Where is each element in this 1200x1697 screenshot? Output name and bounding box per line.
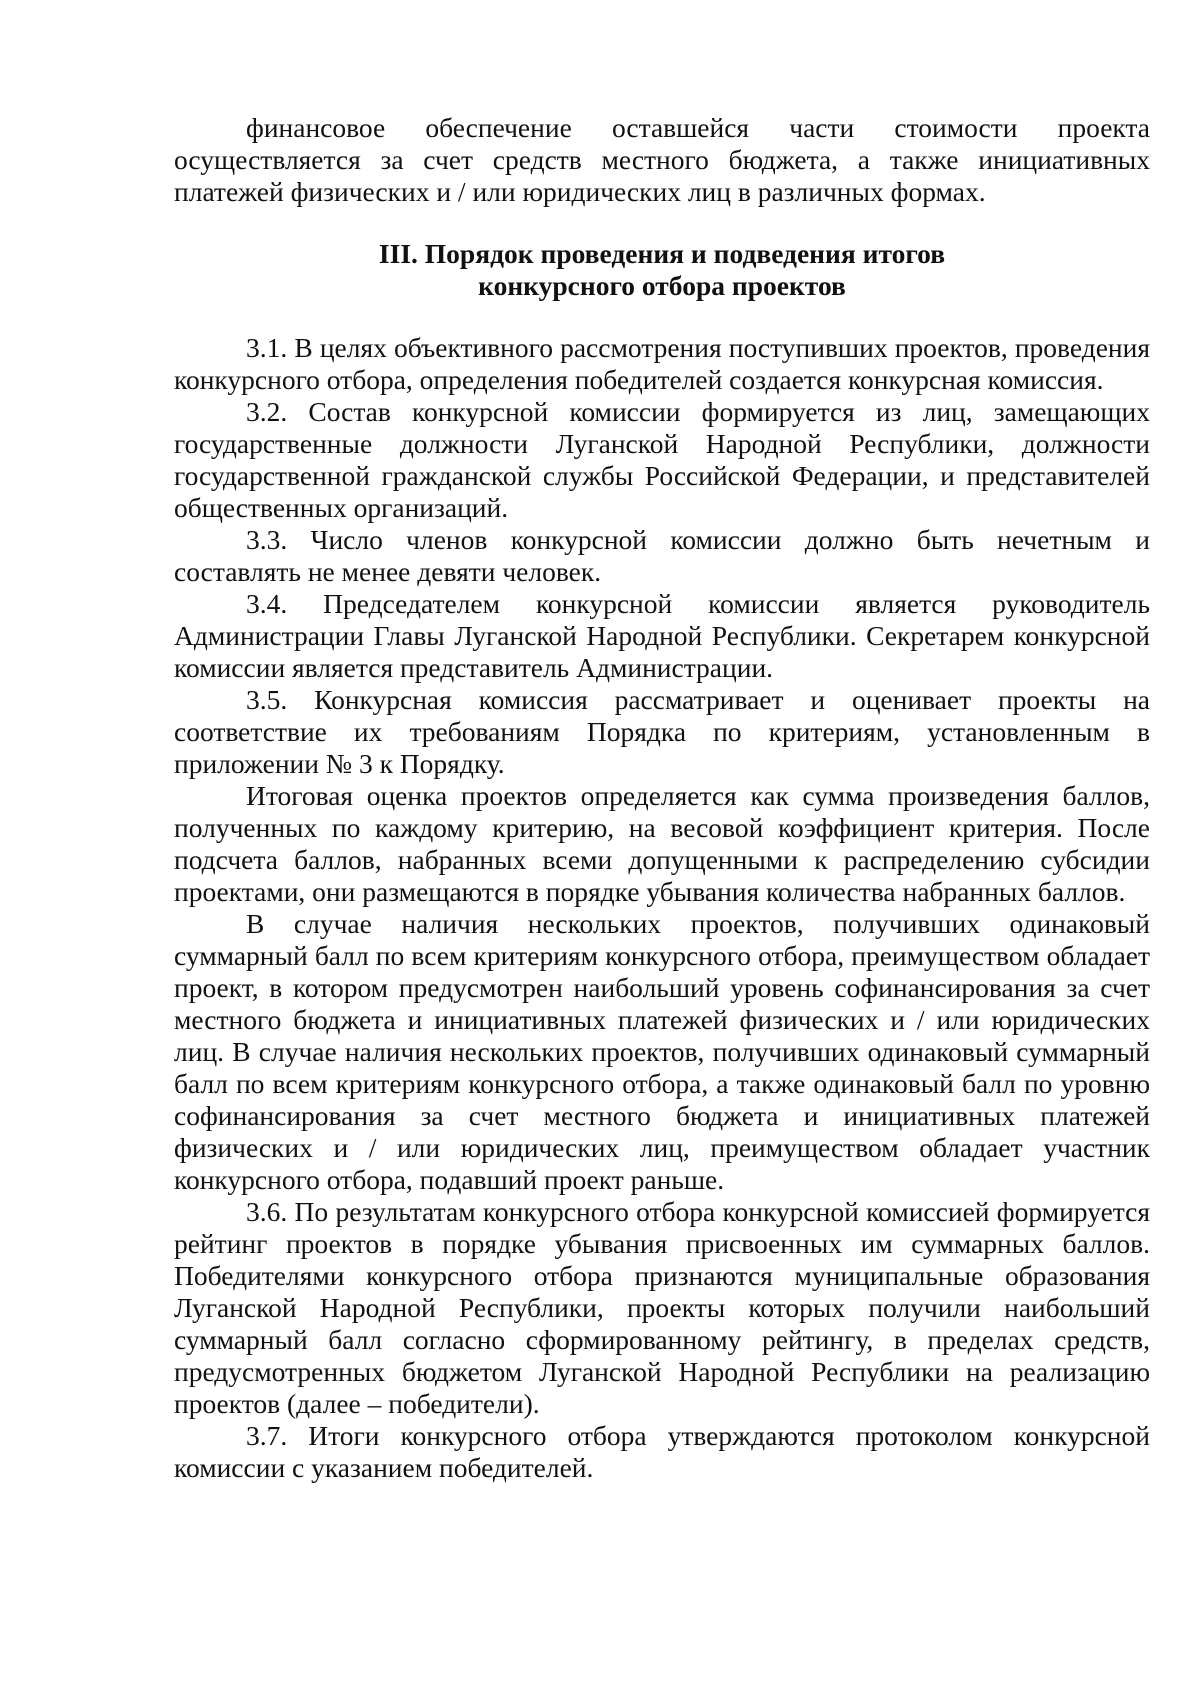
paragraph-3-1: 3.1. В целях объективного рассмотрения поступивших проектов, проведения конкурсного отбора, определения победителей создается конкурсная комиссия. — [174, 332, 1150, 395]
document-page — [174, 112, 1150, 1484]
paragraph-3-2: 3.2. Состав конкурсной комиссии формируется из лиц, замещающих государственные должности Луганской Народной Республики, должности государственной гражданской службы Российской Федерации, и представителей общественных организаций. — [174, 396, 1150, 523]
section-title-line-1: III. Порядок проведения и подведения итогов — [378, 238, 946, 269]
paragraph-3-5: 3.5. Конкурсная комиссия рассматривает и оценивает проекты на соответствие их требованиям Порядка по критериям, установленным в приложении № 3 к Порядку. — [174, 684, 1150, 779]
paragraph-3-4: 3.4. Председателем конкурсной комиссии является руководитель Администрации Главы Луганской Народной Республики. Секретарем конкурсной комиссии является представитель Администрации. — [174, 588, 1150, 683]
paragraph-3-3: 3.3. Число членов конкурсной комиссии должно быть нечетным и составлять не менее девяти человек. — [174, 524, 1150, 587]
paragraph-3-6: 3.6. По результатам конкурсного отбора конкурсной комиссией формируется рейтинг проектов в порядке убывания присвоенных им суммарных баллов. Победителями конкурсного отбора признаются муниципальные образования Луганской Народной Республики, проекты которых получили наибольший суммарный балл согласно сформированному рейтингу, в пределах средств, предусмотренных бюджетом Луганской Народной Республики на реализацию проектов (далее – победители). — [174, 1196, 1150, 1419]
paragraph-total-score: Итоговая оценка проектов определяется как сумма произведения баллов, полученных по каждому критерию, на весовой коэффициент критерия. После подсчета баллов, набранных всеми допущенными к распределению субсидии проектами, они размещаются в порядке убывания количества набранных баллов. — [174, 780, 1150, 907]
section-title-line-2: конкурсного отбора проектов — [478, 270, 846, 301]
paragraph-tie-break: В случае наличия нескольких проектов, получивших одинаковый суммарный балл по всем критериям конкурсного отбора, преимуществом обладает проект, в котором предусмотрен наибольший уровень софинансирования за счет местного бюджета и инициативных платежей физических и / или юридических лиц. В случае наличия нескольких проектов, получивших одинаковый суммарный балл по всем критериям конкурсного отбора, а также одинаковый балл по уровню софинансирования за счет местного бюджета и инициативных платежей физических и / или юридических лиц, преимуществом обладает участник конкурсного отбора, подавший проект раньше. — [174, 908, 1150, 1195]
paragraph-3-7: 3.7. Итоги конкурсного отбора утверждаются протоколом конкурсной комиссии с указанием победителей. — [174, 1420, 1150, 1483]
intro-paragraph: финансовое обеспечение оставшейся части стоимости проекта осуществляется за счет средств местного бюджета, а также инициативных платежей физических и / или юридических лиц в различных формах. — [174, 112, 1150, 207]
section-heading — [174, 238, 1150, 302]
